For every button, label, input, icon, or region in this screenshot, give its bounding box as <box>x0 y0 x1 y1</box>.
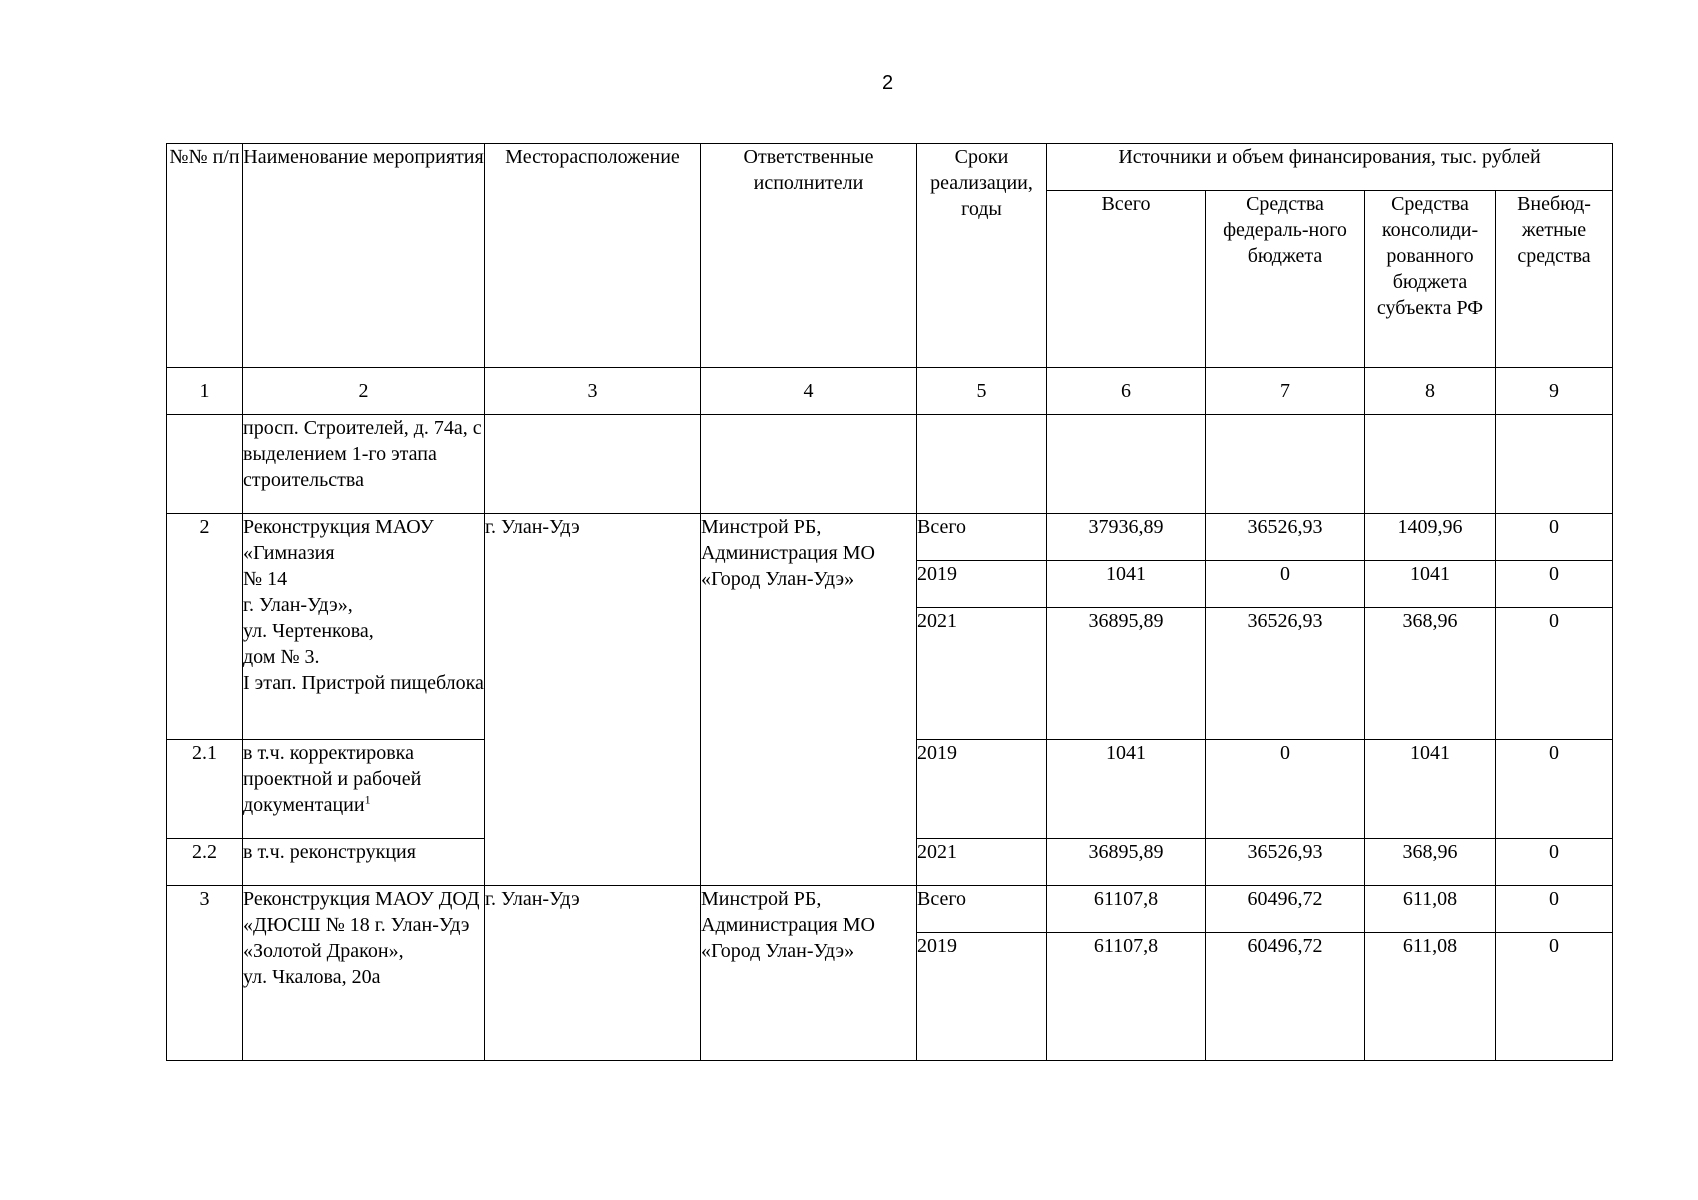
value-regional: 611,08 <box>1365 886 1496 933</box>
header-location: Месторасположение <box>485 144 701 368</box>
value-offbudget: 0 <box>1496 740 1613 839</box>
value-federal: 36526,93 <box>1206 608 1365 740</box>
value-federal: 60496,72 <box>1206 886 1365 933</box>
header-num: №№ п/п <box>167 144 243 368</box>
term: Всего <box>917 514 1047 561</box>
term: 2021 <box>917 839 1047 886</box>
item-name: в т.ч. реконструкция <box>243 839 485 886</box>
value-offbudget: 0 <box>1496 886 1613 933</box>
item-location: г. Улан-Удэ <box>485 514 701 886</box>
value-regional: 1041 <box>1365 740 1496 839</box>
value-total: 36895,89 <box>1047 839 1206 886</box>
value-offbudget: 0 <box>1496 514 1613 561</box>
value-total: 61107,8 <box>1047 886 1206 933</box>
item-number: 3 <box>167 886 243 1061</box>
value-offbudget: 0 <box>1496 933 1613 1061</box>
value-total: 36895,89 <box>1047 608 1206 740</box>
value-regional: 368,96 <box>1365 839 1496 886</box>
value-regional: 368,96 <box>1365 608 1496 740</box>
item-name <box>243 740 485 839</box>
item-responsible: Минстрой РБ, Администрация МО «Город Улан-Удэ» <box>701 514 917 886</box>
header-funding: Источники и объем финансирования, тыс. рублей <box>1047 144 1613 191</box>
value-total: 1041 <box>1047 561 1206 608</box>
column-number: 4 <box>701 368 917 415</box>
item-number: 2.1 <box>167 740 243 839</box>
value-regional: 611,08 <box>1365 933 1496 1061</box>
term: 2021 <box>917 608 1047 740</box>
funding-table <box>166 143 1613 1061</box>
item-name: Реконструкция МАОУ ДОД «ДЮСШ № 18 г. Улан-Удэ «Золотой Дракон», ул. Чкалова, 20а <box>243 886 485 1061</box>
header-name: Наименование мероприятия <box>243 144 485 368</box>
header-row <box>167 144 1613 191</box>
column-numbers-row <box>167 368 1613 415</box>
column-number: 5 <box>917 368 1047 415</box>
term: 2019 <box>917 740 1047 839</box>
item-responsible: Минстрой РБ, Администрация МО «Город Улан-Удэ» <box>701 886 917 1061</box>
item-number: 2 <box>167 514 243 740</box>
value-regional: 1409,96 <box>1365 514 1496 561</box>
value-federal: 0 <box>1206 561 1365 608</box>
table-row-item3 <box>167 886 1613 933</box>
value-total: 37936,89 <box>1047 514 1206 561</box>
column-number: 8 <box>1365 368 1496 415</box>
term: 2019 <box>917 933 1047 1061</box>
value-total: 61107,8 <box>1047 933 1206 1061</box>
value-federal: 36526,93 <box>1206 839 1365 886</box>
column-number: 6 <box>1047 368 1206 415</box>
value-offbudget: 0 <box>1496 839 1613 886</box>
header-offbudget: Внебюд-жетные средства <box>1496 191 1613 368</box>
header-responsible: Ответственные исполнители <box>701 144 917 368</box>
value-offbudget: 0 <box>1496 561 1613 608</box>
column-number: 3 <box>485 368 701 415</box>
table-row-continuation <box>167 415 1613 514</box>
column-number: 1 <box>167 368 243 415</box>
term: Всего <box>917 886 1047 933</box>
value-regional: 1041 <box>1365 561 1496 608</box>
item-name: просп. Строителей, д. 74а, с выделением 1-го этапа строительства <box>243 415 485 514</box>
table-row-item2 <box>167 514 1613 561</box>
item-name-text: в т.ч. корректировка проектной и рабочей документации <box>243 742 422 816</box>
column-number: 7 <box>1206 368 1365 415</box>
page-number: 2 <box>881 72 894 94</box>
item-name: Реконструкция МАОУ «Гимназия № 14 г. Улан-Удэ», ул. Чертенкова, дом № 3. I этап. Пристрой пищеблока <box>243 514 485 740</box>
column-number: 2 <box>243 368 485 415</box>
value-offbudget: 0 <box>1496 608 1613 740</box>
footnote-mark: 1 <box>364 792 371 807</box>
header-federal: Средства федераль-ного бюджета <box>1206 191 1365 368</box>
term: 2019 <box>917 561 1047 608</box>
header-regional: Средства консолиди-рованного бюджета субъекта РФ <box>1365 191 1496 368</box>
value-federal: 60496,72 <box>1206 933 1365 1061</box>
column-number: 9 <box>1496 368 1613 415</box>
value-total: 1041 <box>1047 740 1206 839</box>
value-federal: 0 <box>1206 740 1365 839</box>
item-number: 2.2 <box>167 839 243 886</box>
value-federal: 36526,93 <box>1206 514 1365 561</box>
header-total: Всего <box>1047 191 1206 368</box>
header-terms: Сроки реализации, годы <box>917 144 1047 368</box>
item-location: г. Улан-Удэ <box>485 886 701 1061</box>
